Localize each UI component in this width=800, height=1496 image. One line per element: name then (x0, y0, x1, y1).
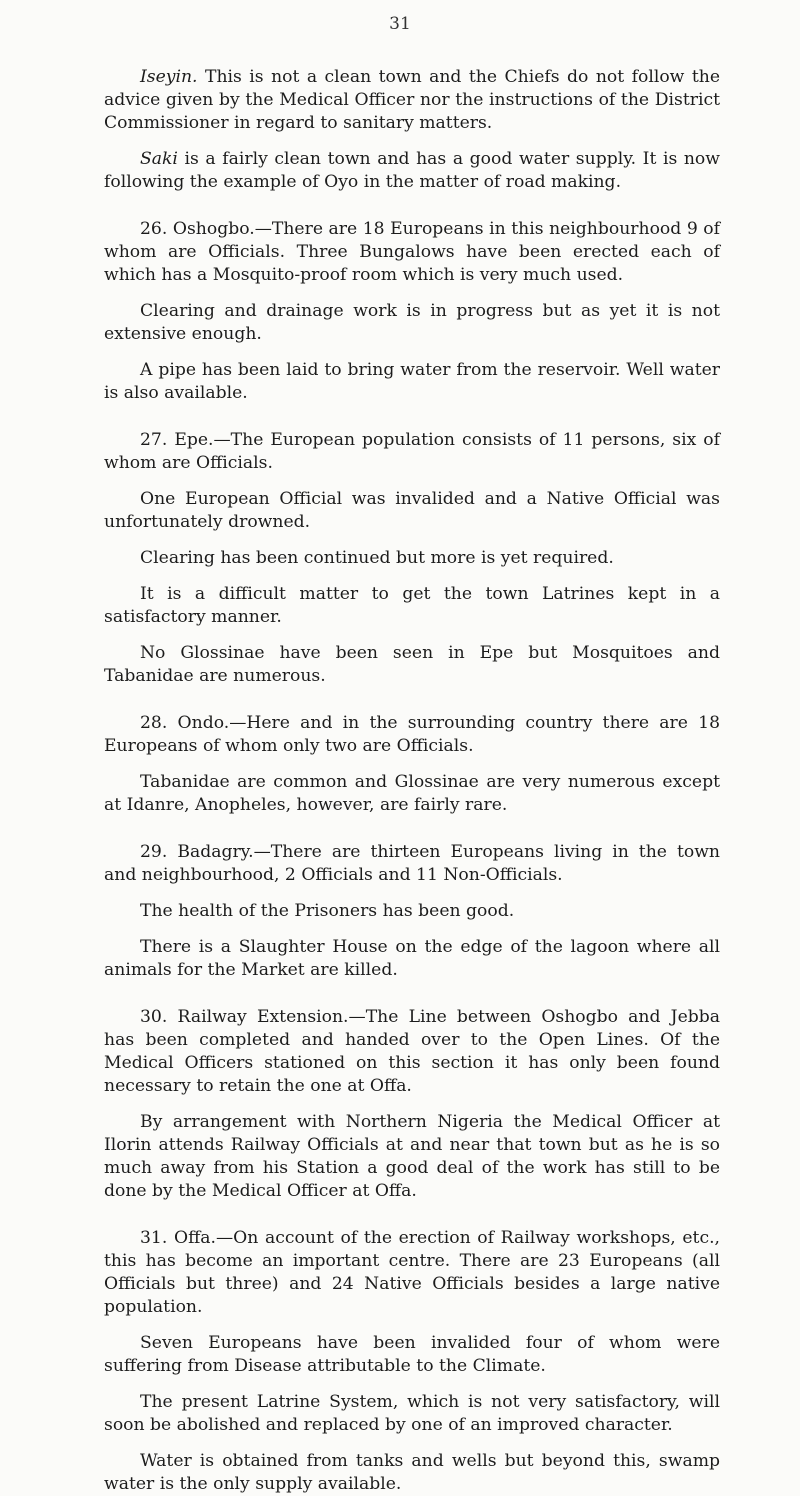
paragraph: Clearing and drainage work is in progress but as yet it is not extensive enough. (104, 301, 720, 344)
paragraph-30-railway-extension: 30. Railway Extension.—The Line between Oshogbo and Jebba has been completed and handed over to the Open Lines. Of the Medical Officers stationed on this section it has only been found necessary to retain the one at Offa. (104, 1007, 720, 1096)
paragraph-31-offa: 31. Offa.—On account of the erection of Railway workshops, etc., this has become an important centre. There are 23 Europeans (all Officials but three) and 24 Native Officials besides a large native population. (104, 1228, 720, 1317)
paragraph-27-epe: 27. Epe.—The European population consists of 11 persons, six of whom are Officials. (104, 430, 720, 473)
paragraph-29-badagry: 29. Badagry.—There are thirteen Europeans living in the town and neighbourhood, 2 Officials and 11 Non-Officials. (104, 842, 720, 885)
body-text (104, 66, 720, 1496)
paragraph: There is a Slaughter House on the edge of the lagoon where all animals for the Market are killed. (104, 937, 720, 980)
paragraph: Tabanidae are common and Glossinae are very numerous except at Idanre, Anopheles, however, are fairly rare. (104, 772, 720, 815)
paragraph-lead: Iseyin. (140, 67, 198, 87)
paragraph: The present Latrine System, which is not very satisfactory, will soon be abolished and replaced by one of an improved character. (104, 1392, 720, 1435)
paragraph-28-ondo: 28. Ondo.—Here and in the surrounding country there are 18 Europeans of whom only two are Officials. (104, 713, 720, 756)
paragraph: Seven Europeans have been invalided four of whom were suffering from Disease attributable to the Climate. (104, 1333, 720, 1376)
paragraph-text: This is not a clean town and the Chiefs do not follow the advice given by the Medical Officer nor the instructions of the District Commissioner in regard to sanitary matters. (104, 67, 720, 133)
paragraph-lead: Saki (140, 149, 178, 169)
paragraph: Clearing has been continued but more is yet required. (140, 548, 614, 568)
paragraph: A pipe has been laid to bring water from the reservoir. Well water is also available. (104, 360, 720, 403)
paragraph: No Glossinae have been seen in Epe but Mosquitoes and Tabanidae are numerous. (104, 643, 720, 686)
page-number: 31 (389, 14, 411, 34)
paragraph-iseyin (104, 66, 720, 135)
paragraph-saki (104, 148, 720, 194)
paragraph: One European Official was invalided and a Native Official was unfortunately drowned. (104, 489, 720, 532)
paragraph-26-oshogbo: 26. Oshogbo.—There are 18 Europeans in this neighbourhood 9 of whom are Officials. Three Bungalows have been erected each of which has a Mosquito-proof room which is very much used. (104, 219, 720, 285)
paragraph: The health of the Prisoners has been good. (140, 901, 515, 921)
paragraph: Water is obtained from tanks and wells but beyond this, swamp water is the only supply available. (104, 1451, 720, 1494)
paragraph: By arrangement with Northern Nigeria the Medical Officer at Ilorin attends Railway Officials at and near that town but as he is so much away from his Station a good deal of the work has still to be done by the Medical Officer at Offa. (104, 1112, 720, 1201)
paragraph-text: is a fairly clean town and has a good water supply. It is now following the example of Oyo in the matter of road making. (104, 149, 720, 192)
paragraph: It is a difficult matter to get the town Latrines kept in a satisfactory manner. (104, 584, 720, 627)
